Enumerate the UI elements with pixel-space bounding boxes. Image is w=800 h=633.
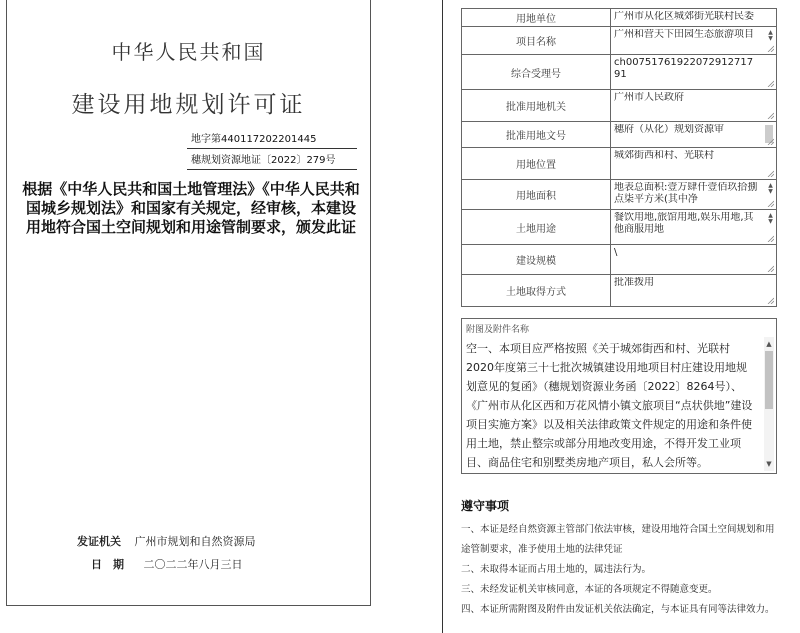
field-label: 用地面积	[462, 180, 611, 210]
note-item: 二、未取得本证而占用土地的，属违法行为。	[461, 564, 652, 575]
field-value: 广州市从化区城郊街光联村民委	[614, 11, 754, 22]
field-label: 土地用途	[462, 210, 611, 245]
table-row	[462, 275, 777, 307]
field-value: 广州和营天下田园生态旅游项目	[614, 29, 754, 40]
field-label: 批准用地机关	[462, 90, 611, 122]
date-value: 二〇二二年八月三日	[143, 558, 243, 571]
table-row	[462, 27, 777, 55]
field-value-input[interactable]	[611, 275, 777, 307]
resize-grip-icon[interactable]	[767, 112, 774, 119]
note-item: 一、本证是经自然资源主管部门依法审核，建设用地符合国土空间规划和用途管制要求，准予使用土地的法律凭证	[461, 524, 775, 555]
field-label: 综合受理号	[462, 55, 611, 90]
scroll-up-icon[interactable]: ▲	[766, 340, 772, 348]
date-line	[91, 556, 243, 572]
scroll-thumb[interactable]	[765, 351, 773, 409]
table-row	[462, 245, 777, 275]
attachments-box	[461, 318, 777, 474]
spin-arrows-icon[interactable]: ▲ ▼	[768, 29, 773, 42]
table-row	[462, 9, 777, 27]
resize-grip-icon[interactable]	[767, 80, 774, 87]
notes-title: 遵守事项	[461, 499, 510, 513]
field-value-input[interactable]	[611, 245, 777, 275]
field-label: 批准用地文号	[462, 122, 611, 148]
resize-grip-icon[interactable]	[767, 297, 774, 304]
declaration-text: 根据《中华人民共和国土地管理法》《中华人民共和国城乡规划法》和国家有关规定，经审核，本建设用地符合国土空间规划和用途管制要求，颁发此证	[22, 180, 360, 236]
field-value: \	[614, 247, 618, 258]
attachments-label: 附图及附件名称	[466, 325, 530, 335]
field-value-input[interactable]	[611, 148, 777, 180]
resize-grip-icon[interactable]	[767, 45, 774, 52]
resize-grip-icon[interactable]	[767, 138, 774, 145]
spin-arrows-icon[interactable]: ▲ ▼	[768, 212, 773, 225]
field-label: 土地取得方式	[462, 275, 611, 307]
field-value: 批准拨用	[614, 277, 654, 288]
field-label: 用地位置	[462, 148, 611, 180]
table-row	[462, 148, 777, 180]
resize-grip-icon[interactable]	[767, 265, 774, 272]
field-label: 项目名称	[462, 27, 611, 55]
field-value: ch00751761922072912717​91	[614, 57, 754, 80]
note-item: 三、未经发证机关审核同意，本证的各项规定不得随意变更。	[461, 584, 718, 595]
field-value: 地表总面积:壹万肆仟壹佰玖拾捌点柒平方米(其中净	[614, 182, 758, 205]
attachments-textarea[interactable]: 空一、本项目应严格按照《关于城郊街西和村、光联村2020年度第三十七批次城镇建设用地项目村庄建设用地规划意见的复函》（穗规划资源业务函〔2022〕8264号）、《广州市从化区西和万花风情小镇文旅项目“点状供地”建设项目实施方案》以及相关法律政策文件规定的用途和条件使用土地，禁止整宗或部分用地改变用途，不得开发工业项目、商品住宅和别墅类房地产项目，私人会所等。	[466, 342, 753, 469]
field-value: 餐饮用地,旅馆用地,娱乐用地,其他商服用地	[614, 212, 754, 235]
details-panel	[442, 0, 794, 633]
table-row	[462, 180, 777, 210]
table-row	[462, 210, 777, 245]
attachments-scrollbar[interactable]	[764, 337, 774, 471]
resize-grip-icon[interactable]	[767, 235, 774, 242]
notes-list	[461, 520, 777, 620]
field-value-input[interactable]	[611, 27, 777, 55]
field-value-input[interactable]	[611, 55, 777, 90]
issuer-line	[77, 533, 256, 549]
field-value-input[interactable]	[611, 9, 777, 27]
certificate-number-box	[187, 128, 357, 170]
scroll-down-icon[interactable]: ▼	[766, 460, 772, 468]
note-item: 四、本证所需附图及附件由发证机关依法确定，与本证具有同等法律效力。	[461, 604, 775, 615]
issuer-value: 广州市规划和自然资源局	[134, 535, 256, 548]
certificate-title: 建设用地规划许可证	[71, 92, 306, 118]
spin-arrows-icon[interactable]: ▲ ▼	[768, 182, 773, 195]
certificate-panel	[6, 0, 371, 606]
field-value-input[interactable]	[611, 180, 777, 210]
field-value-input[interactable]	[611, 210, 777, 245]
issuer-label: 发证机关	[77, 535, 121, 548]
date-label: 日 期	[91, 558, 124, 571]
field-label: 建设规模	[462, 245, 611, 275]
certificate-number: 地字第440117202201445	[187, 128, 357, 149]
certificate-doc-ref: 穗规划资源地证〔2022〕279号	[187, 149, 357, 170]
table-row	[462, 122, 777, 148]
table-row	[462, 55, 777, 90]
table-row	[462, 90, 777, 122]
field-label: 用地单位	[462, 9, 611, 27]
field-value-input[interactable]	[611, 90, 777, 122]
field-value: 穗府（从化）规划资源审	[614, 124, 724, 135]
field-value: 广州市人民政府	[614, 92, 684, 103]
field-value: 城郊街西和村、光联村	[614, 150, 714, 161]
country-heading: 中华人民共和国	[111, 40, 266, 64]
resize-grip-icon[interactable]	[767, 200, 774, 207]
field-value-input[interactable]	[611, 122, 777, 148]
details-table	[461, 8, 777, 307]
resize-grip-icon[interactable]	[767, 170, 774, 177]
